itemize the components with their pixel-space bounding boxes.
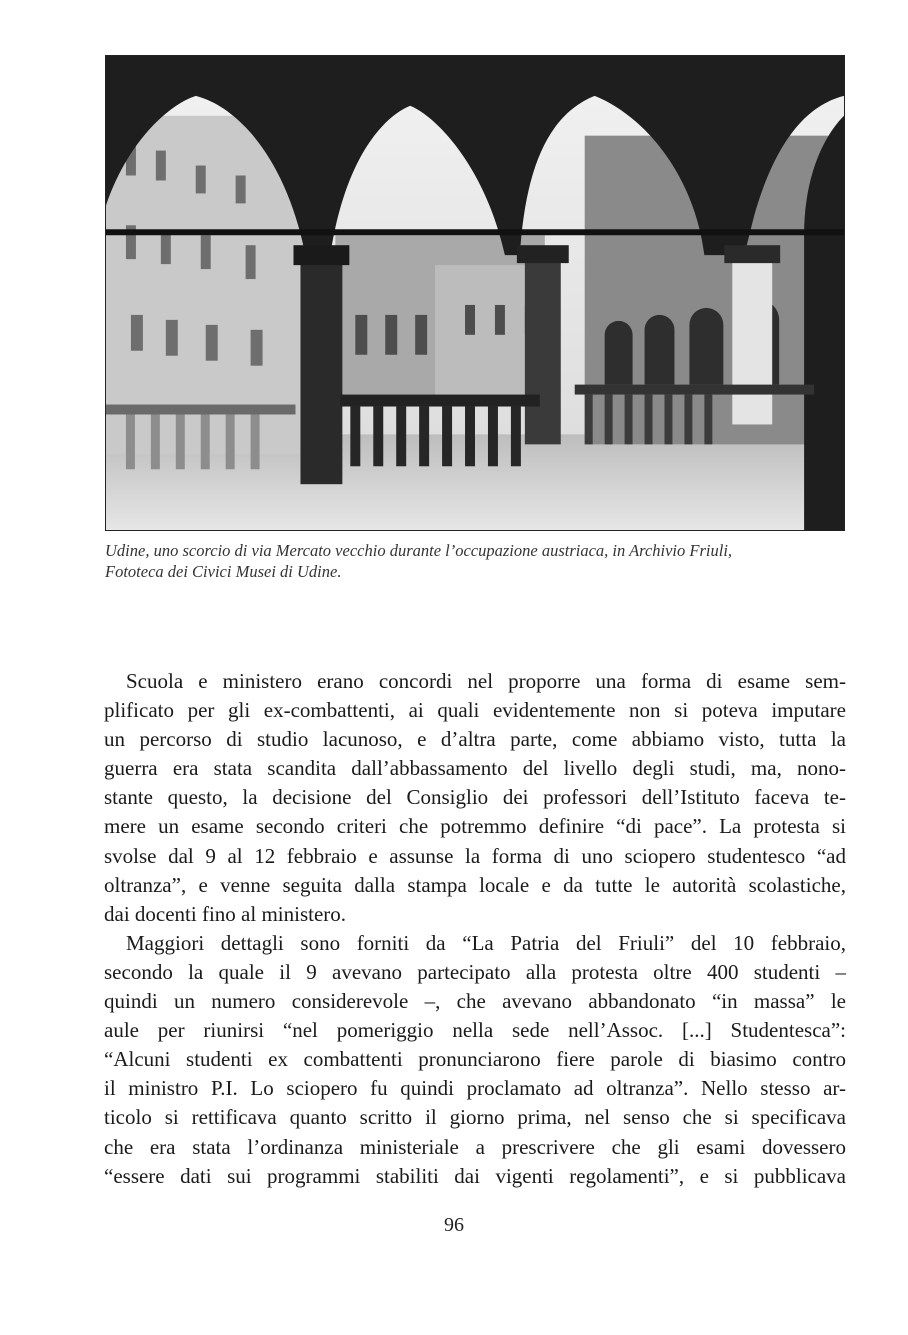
text-line: Maggiori dettagli sono forniti da “La Patria del Friuli” del 10 febbraio,: [126, 930, 846, 955]
text-line: secondo la quale il 9 avevano partecipato alla protesta oltre 400 studenti –: [104, 959, 846, 984]
caption-line: Udine, uno scorcio di via Mercato vecchio durante l’occupazione austriaca, in Archivio Friuli,: [105, 541, 733, 560]
body-text: [104, 667, 846, 1191]
page-number: 96: [444, 1214, 464, 1236]
loggia-photo-icon: [106, 56, 844, 530]
text-line: svolse dal 9 al 12 febbraio e assunse la forma di uno sciopero studentesco “ad: [104, 843, 846, 868]
paragraph-1: [104, 667, 846, 929]
text-line: oltranza”, e venne seguita dalla stampa locale e da tutte le autorità scolastiche,: [104, 872, 846, 897]
text-line: plificato per gli ex-combattenti, ai quali evidentemente non si poteva imputare: [104, 698, 846, 723]
caption-line: Fototeca dei Civici Musei di Udine.: [105, 562, 342, 581]
text-line: Scuola e ministero erano concordi nel proporre una forma di esame sem-: [126, 669, 846, 693]
paragraph-2: [104, 929, 846, 1191]
text-line: guerra era stata scandita dall’abbassamento del livello degli studi, ma, nono-: [104, 756, 846, 781]
text-line: dai docenti fino al ministero.: [104, 901, 347, 926]
text-line: “essere dati sui programmi stabiliti dai vigenti regolamenti”, e si pubblicava: [104, 1163, 846, 1188]
text-line: quindi un numero considerevole –, che avevano abbandonato “in massa” le: [104, 989, 846, 1014]
text-line: mere un esame secondo criteri che potremmo definire “di pace”. La protesta si: [104, 814, 846, 839]
archival-photo: [105, 55, 845, 531]
figure-caption: [105, 540, 850, 582]
text-line: ticolo si rettificava quanto scritto il giorno prima, nel senso che si specificava: [104, 1105, 846, 1130]
text-line: stante questo, la decisione del Consiglio dei professori dell’Istituto faceva te-: [104, 785, 846, 810]
text-line: che era stata l’ordinanza ministeriale a prescrivere che gli esami dovessero: [104, 1134, 846, 1159]
text-line: “Alcuni studenti ex combattenti pronunciarono fiere parole di biasimo contro: [104, 1047, 846, 1072]
text-line: il ministro P.I. Lo sciopero fu quindi proclamato ad oltranza”. Nello stesso ar-: [104, 1076, 846, 1101]
text-line: aule per riunirsi “nel pomeriggio nella sede nell’Assoc. [...] Studentesca”:: [104, 1018, 846, 1043]
text-line: un percorso di studio lacunoso, e d’altra parte, come abbiamo visto, tutta la: [104, 727, 846, 752]
